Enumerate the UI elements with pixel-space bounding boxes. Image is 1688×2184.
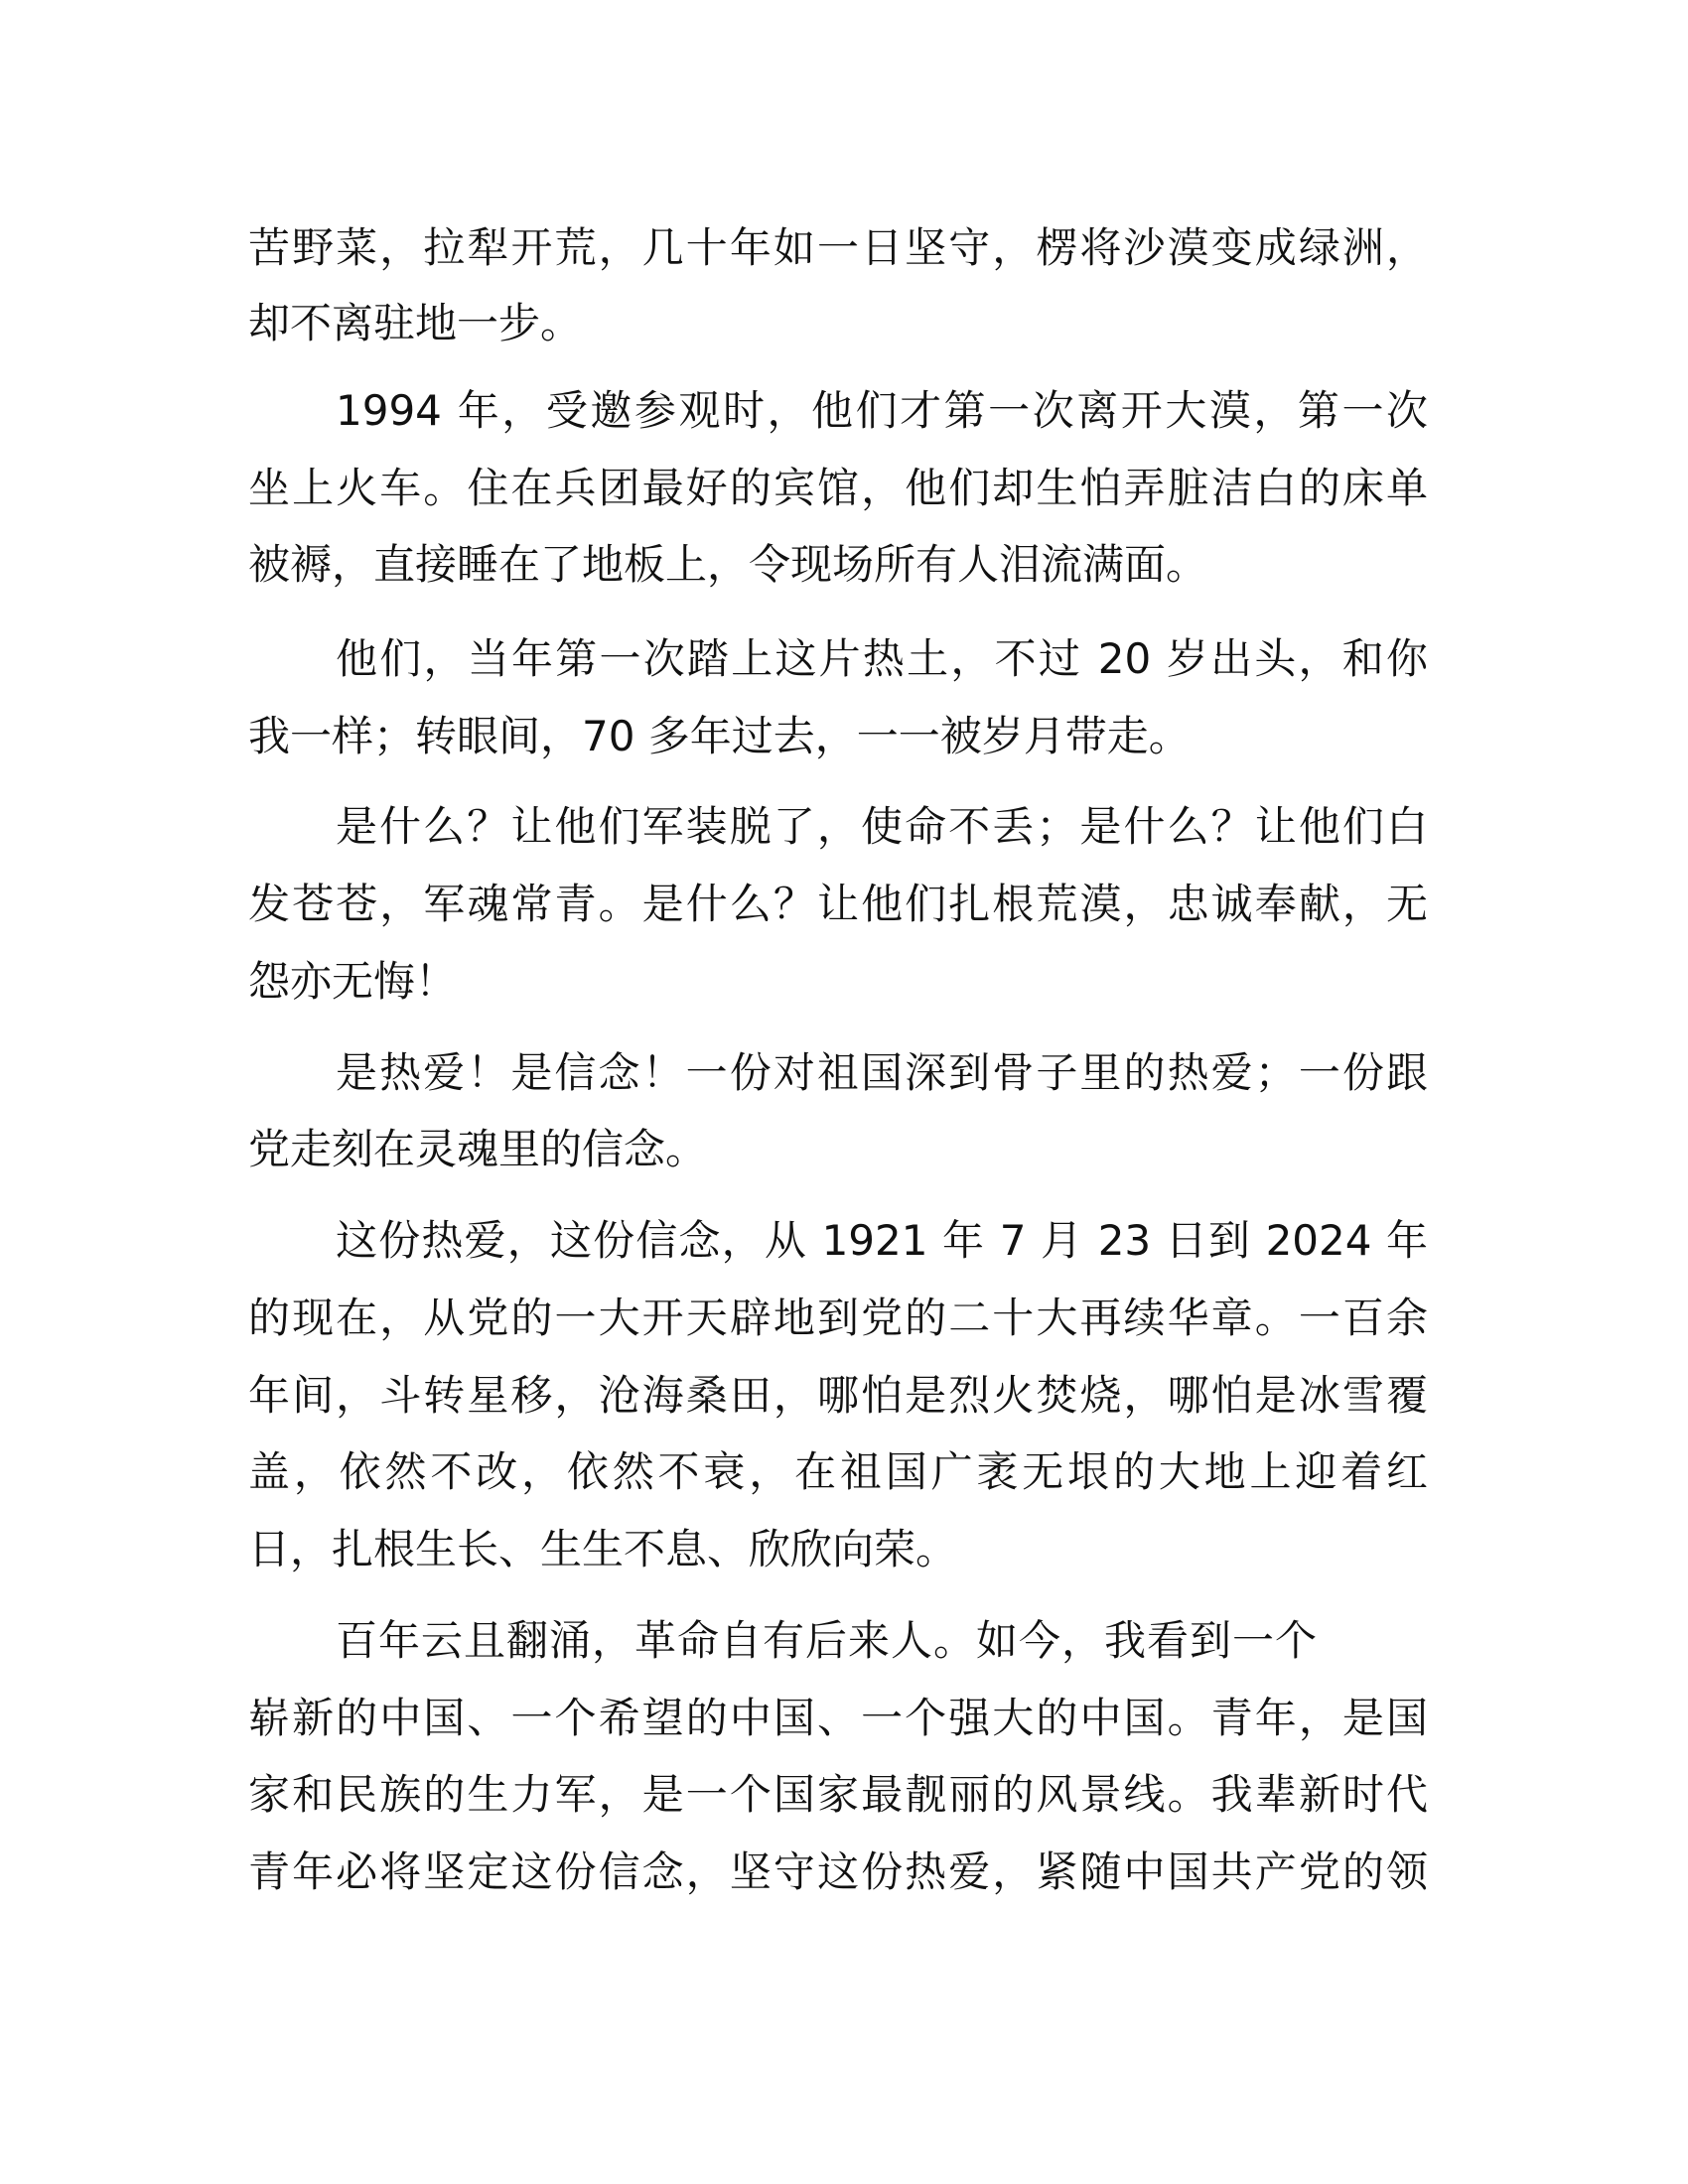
text-line: 青年必将坚定这份信念，坚守这份热爱，紧随中国共产党的领 [248, 1847, 1428, 1896]
text-line: 家和民族的生力军，是一个国家最靓丽的风景线。我辈新时代 [248, 1770, 1428, 1819]
text-line: 是热爱！是信念！一份对祖国深到骨子里的热爱；一份跟 [336, 1048, 1428, 1097]
text-line: 他们，当年第一次踏上这片热土，不过 20 岁出头，和你 [336, 634, 1428, 683]
text-line: 苦野菜，拉犁开荒，几十年如一日坚守，楞将沙漠变成绿洲， [248, 223, 1428, 272]
text-line: 怨亦无悔！ [248, 957, 458, 1006]
text-line: 却不离驻地一步。 [248, 299, 583, 347]
text-line: 这份热爱，这份信念，从 1921 年 7 月 23 日到 2024 年 [336, 1216, 1428, 1265]
text-line: 日，扎根生长、生生不息、欣欣向荣。 [248, 1525, 958, 1573]
text-line: 被褥，直接睡在了地板上，令现场所有人泪流满面。 [248, 540, 1208, 589]
text-line: 盖，依然不改，依然不衰，在祖国广袤无垠的大地上迎着红 [248, 1447, 1428, 1496]
text-line: 百年云且翻涌，革命自有后来人。如今，我看到一个 [336, 1616, 1319, 1665]
text-line: 发苍苍，军魂常青。是什么？让他们扎根荒漠，忠诚奉献，无 [248, 880, 1428, 928]
text-line: 1994 年，受邀参观时，他们才第一次离开大漠，第一次 [336, 386, 1428, 435]
text-line: 党走刻在灵魂里的信念。 [248, 1125, 708, 1173]
text-line: 年间，斗转星移，沧海桑田，哪怕是烈火焚烧，哪怕是冰雪覆 [248, 1371, 1428, 1420]
text-line: 我一样；转眼间，70 多年过去，一一被岁月带走。 [248, 712, 1191, 760]
text-line: 是什么？让他们军装脱了，使命不丢；是什么？让他们白 [336, 802, 1428, 851]
text-line: 的现在，从党的一大开天辟地到党的二十大再续华章。一百余 [248, 1294, 1428, 1342]
text-line: 坐上火车。住在兵团最好的宾馆，他们却生怕弄脏洁白的床单 [248, 464, 1428, 512]
text-line: 崭新的中国、一个希望的中国、一个强大的中国。青年，是国 [248, 1694, 1428, 1742]
